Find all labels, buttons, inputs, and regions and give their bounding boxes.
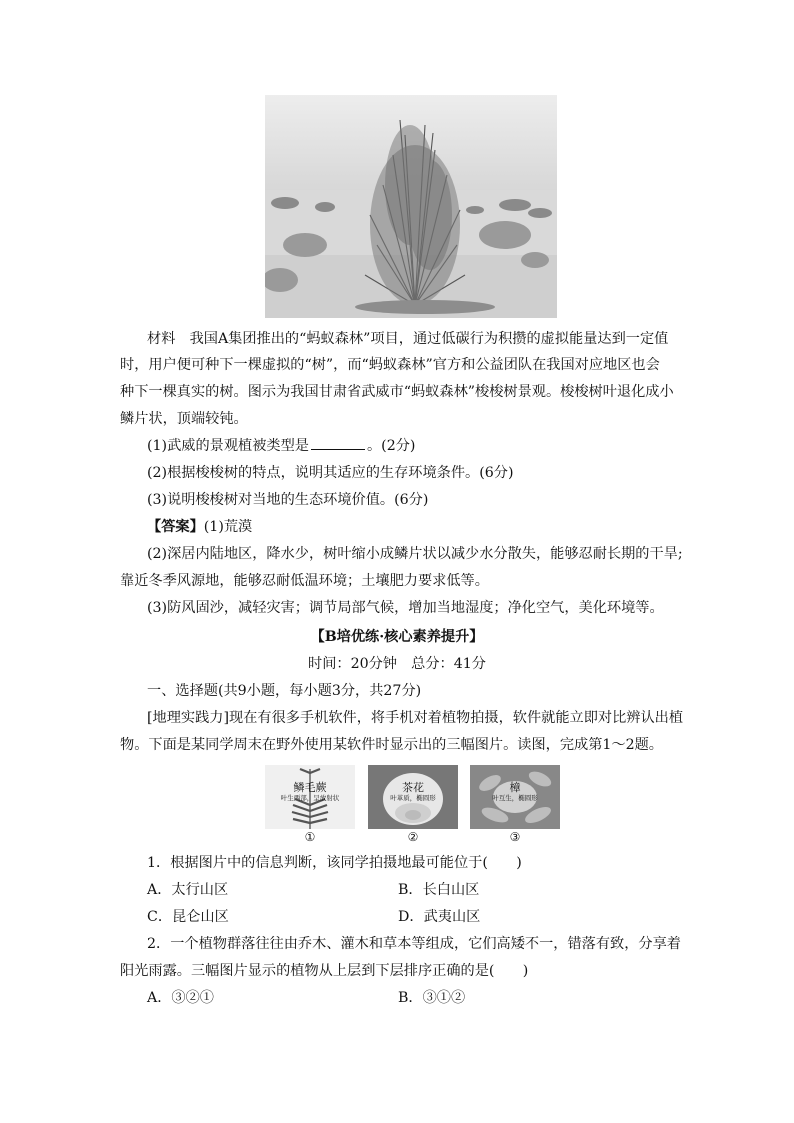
question-1 (147, 433, 707, 459)
section-time: 时间：20分钟 总分：41分 (308, 656, 486, 672)
mc2-stem-line-2: 阳光雨露。三幅图片显示的植物从上层到下层排序正确的是( ) (120, 963, 529, 979)
mc1-option-a[interactable]: A．太行山区 (147, 882, 229, 898)
answer-1 (147, 514, 707, 540)
question-1-text: (1)武威的景观植被类型是 (147, 438, 309, 454)
material-line-1: 材料 我国A集团推出的“蚂蚁森林”项目，通过低碳行为积攒的虚拟能量达到一定值 (147, 331, 669, 347)
mc1-option-d[interactable]: D．武夷山区 (398, 909, 481, 925)
figure-number: ③ (509, 830, 521, 844)
plant-image-camphor (470, 765, 560, 829)
question-3: (3)说明梭梭树对当地的生态环境价值。(6分) (147, 492, 429, 508)
mc1-option-c[interactable]: C．昆仑山区 (147, 909, 229, 925)
mc1-stem: 1．根据图片中的信息判断，该同学拍摄地最可能位于( ) (147, 855, 522, 871)
mc1-option-b[interactable]: B．长白山区 (398, 882, 480, 898)
material-line-3: 种下一棵真实的树。图示为我国甘肃省武威市“蚂蚁森林”梭梭树景观。梭梭树叶退化成小 (120, 384, 674, 400)
section-title: 【B培优练·核心素养提升】 (310, 629, 484, 645)
question-2: (2)根据梭梭树的特点，说明其适应的生存环境条件。(6分) (147, 465, 514, 481)
plant-desc: 叶互生，椭圆形 (492, 794, 538, 802)
plant-name: 茶花 (402, 781, 424, 794)
part-heading: 一、选择题(共9小题，每小题3分，共27分) (147, 683, 422, 699)
plant-image-camellia (368, 765, 458, 829)
plant-desc: 叶革质，椭圆形 (390, 794, 436, 802)
answer-1-text: (1)荒漠 (203, 519, 253, 535)
answer-blank[interactable] (311, 437, 365, 450)
stem-line-2: 物。下面是某同学周末在野外使用某软件时显示出的三幅图片。读图，完成第1～2题。 (120, 737, 663, 753)
material-line-4: 鳞片状，顶端较钝。 (120, 411, 248, 427)
plant-name: 鳞毛蕨 (293, 781, 327, 794)
material-line-2: 时，用户便可种下一棵虚拟的“树”，而“蚂蚁森林”官方和公益团队在我国对应地区也会 (120, 357, 660, 373)
saxaul-desert-photo (265, 95, 557, 318)
answer-2-line-2: 靠近冬季风源地，能够忍耐低温环境；土壤肥力要求低等。 (120, 573, 489, 589)
answer-label: 【答案】 (147, 519, 204, 535)
figure-number: ① (304, 830, 316, 844)
question-1-score: 。(2分) (366, 438, 416, 454)
answer-3: (3)防风固沙，减轻灾害；调节局部气候，增加当地湿度；净化空气，美化环境等。 (147, 600, 664, 616)
mc2-stem-line-1: 2．一个植物群落往往由乔木、灌木和草本等组成，它们高矮不一，错落有致，分享着 (147, 936, 681, 952)
answer-2-line-1: (2)深居内陆地区，降水少，树叶缩小成鳞片状以减少水分散失，能够忍耐长期的干旱; (147, 546, 683, 562)
plant-image-fern (265, 765, 355, 829)
figure-number: ② (407, 830, 419, 844)
mc2-option-a[interactable]: A．③②① (147, 990, 214, 1006)
plant-desc: 叶生两部，呈放射状 (280, 794, 340, 802)
mc2-option-b[interactable]: B．③①② (398, 990, 466, 1006)
plant-name: 樟 (509, 781, 521, 794)
stem-line-1: [地理实践力]现在有很多手机软件，将手机对着植物拍摄，软件就能立即对比辨认出植 (147, 710, 684, 726)
